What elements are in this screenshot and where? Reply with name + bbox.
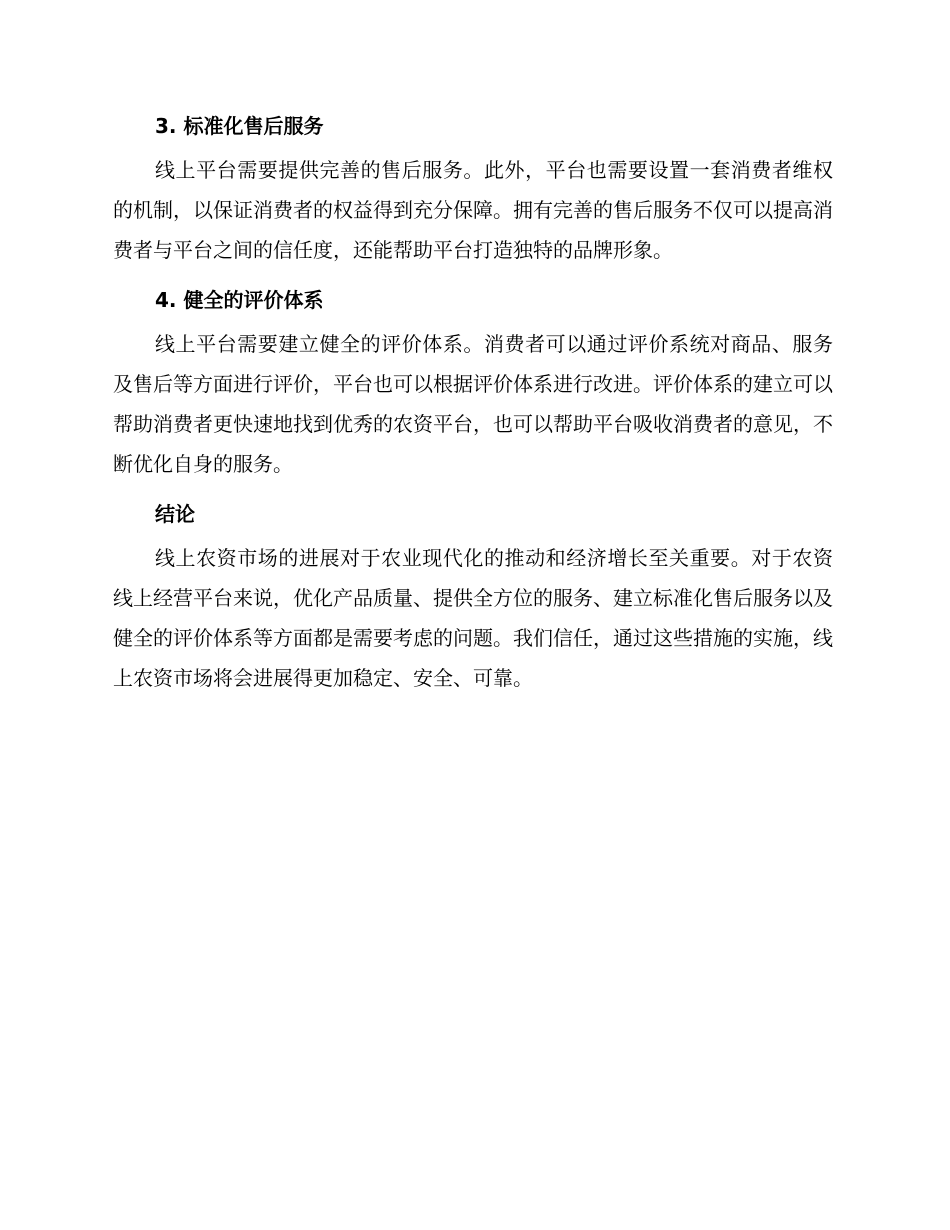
section-paragraph-conclusion: 线上农资市场的进展对于农业现代化的推动和经济增长至关重要。对于农资线上经营平台来说，优化产品质量、提供全方位的服务、建立标准化售后服务以及健全的评价体系等方面都是需要考虑的问题。我们信任，通过这些措施的实施，线上农资市场将会进展得更加稳定、安全、可靠。 — [113, 546, 833, 690]
document-body — [113, 110, 833, 704]
section-paragraph-review-system: 线上平台需要建立健全的评价体系。消费者可以通过评价系统对商品、服务及售后等方面进行评价，平台也可以根据评价体系进行改进。评价体系的建立可以帮助消费者更快速地找到优秀的农资平台，也可以帮助平台吸收消费者的意见，不断优化自身的服务。 — [113, 332, 833, 476]
section-heading-conclusion: 结论 — [155, 502, 195, 526]
section-heading-review-system: 4. 健全的评价体系 — [155, 288, 324, 312]
section-paragraph-after-sales: 线上平台需要提供完善的售后服务。此外，平台也需要设置一套消费者维权的机制，以保证消费者的权益得到充分保障。拥有完善的售后服务不仅可以提高消费者与平台之间的信任度，还能帮助平台打造独特的品牌形象。 — [113, 158, 833, 262]
section-heading-after-sales: 3. 标准化售后服务 — [155, 114, 324, 138]
